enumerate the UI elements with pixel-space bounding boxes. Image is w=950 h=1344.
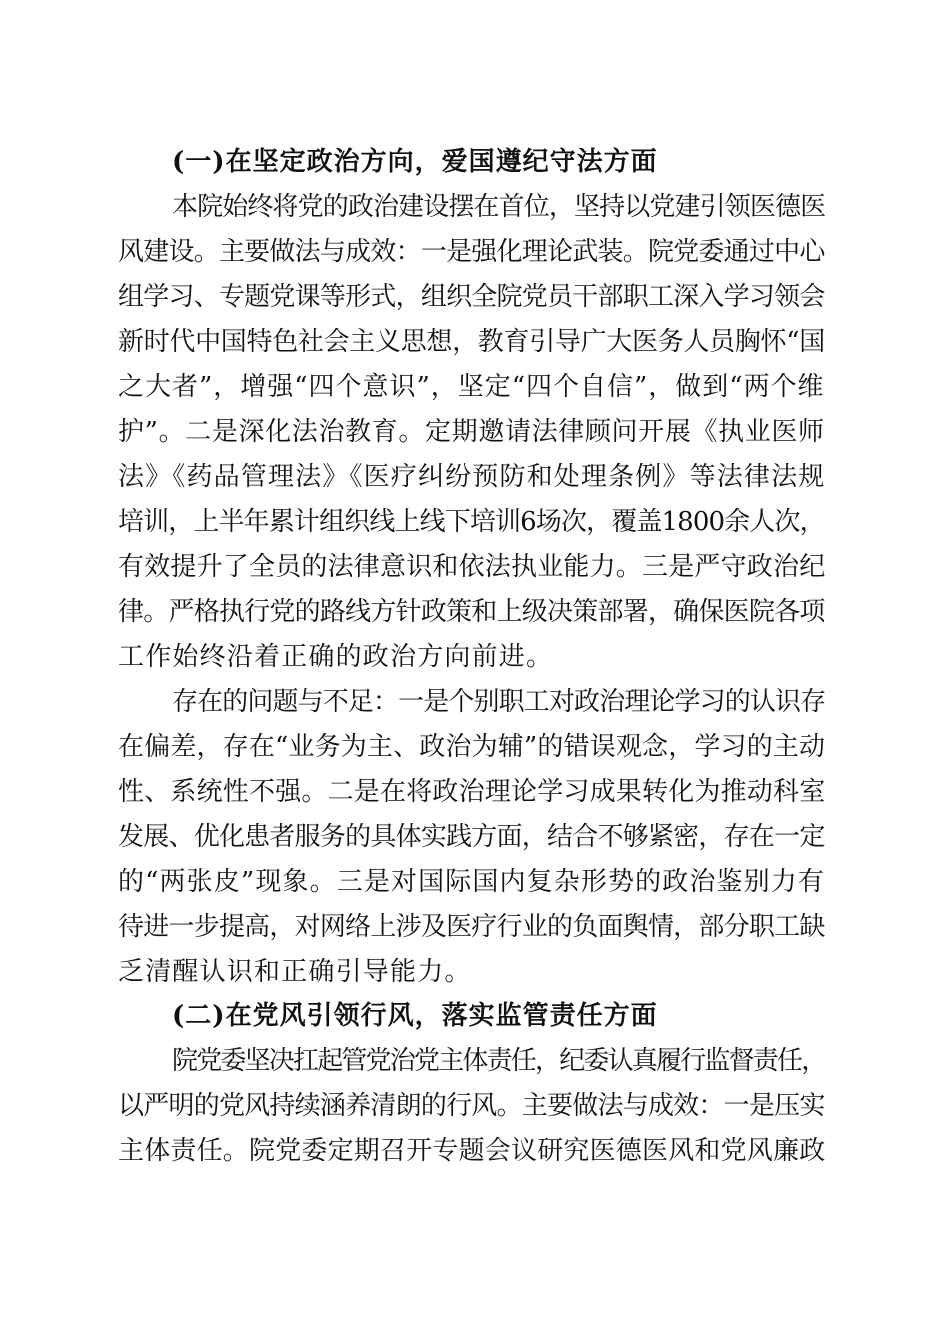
paragraph-line: 主体责任。院党委定期召开专题会议研究医德医风和党风廉政 [118,1136,826,1166]
paragraph-line: 之大者”，增强“四个意识”，坚定“四个自信”，做到“两个维 [118,372,825,402]
paragraph-line: 培训，上半年累计组织线上线下培训6场次，覆盖1800余人次， [118,507,825,537]
paragraph-line: 在偏差，存在“业务为主、政治为辅”的错误观念，学习的主动 [118,732,826,762]
paragraph-line: 工作始终沿着正确的政治方向前进。 [118,642,554,672]
paragraph-line: 存在的问题与不足：一是个别职工对政治理论学习的认识存 [172,687,826,717]
paragraph-line: 发展、优化患者服务的具体实践方面，结合不够紧密，存在一定 [118,822,825,852]
paragraph-line: 本院始终将党的政治建设摆在首位，坚持以党建引领医德医 [172,192,826,222]
paragraph-line: 法》《药品管理法》《医疗纠纷预防和处理条例》等法律法规 [118,462,826,492]
section-heading-2: (二)在党风引领行风，落实监管责任方面 [172,1001,658,1031]
paragraph-line: 组学习、专题党课等形式，组织全院党员干部职工深入学习领会 [118,282,825,312]
paragraph-line: 以严明的党风持续涵养清朗的行风。主要做法与成效：一是压实 [118,1091,825,1121]
paragraph-line: 的“两张皮”现象。三是对国际国内复杂形势的政治鉴别力有 [118,867,825,897]
paragraph-line: 新时代中国特色社会主义思想，教育引导广大医务人员胸怀“国 [118,327,825,357]
paragraph-line: 待进一步提高，对网络上涉及医疗行业的负面舆情，部分职工缺 [118,912,825,942]
section-heading-1: (一)在坚定政治方向，爱国遵纪守法方面 [172,147,658,177]
paragraph-line: 乏清醒认识和正确引导能力。 [118,957,472,987]
paragraph-line: 性、系统性不强。二是在将政治理论学习成果转化为推动科室 [118,777,826,807]
paragraph-line: 有效提升了全员的法律意识和依法执业能力。三是严守政治纪 [118,552,826,582]
paragraph-line: 护”。二是深化法治教育。定期邀请法律顾问开展《执业医师 [118,417,825,447]
paragraph-line: 院党委坚决扛起管党治党主体责任，纪委认真履行监督责任， [172,1046,826,1076]
paragraph-line: 律。严格执行党的路线方针政策和上级决策部署，确保医院各项 [118,597,825,627]
paragraph-line: 风建设。主要做法与成效：一是强化理论武装。院党委通过中心 [118,237,825,267]
